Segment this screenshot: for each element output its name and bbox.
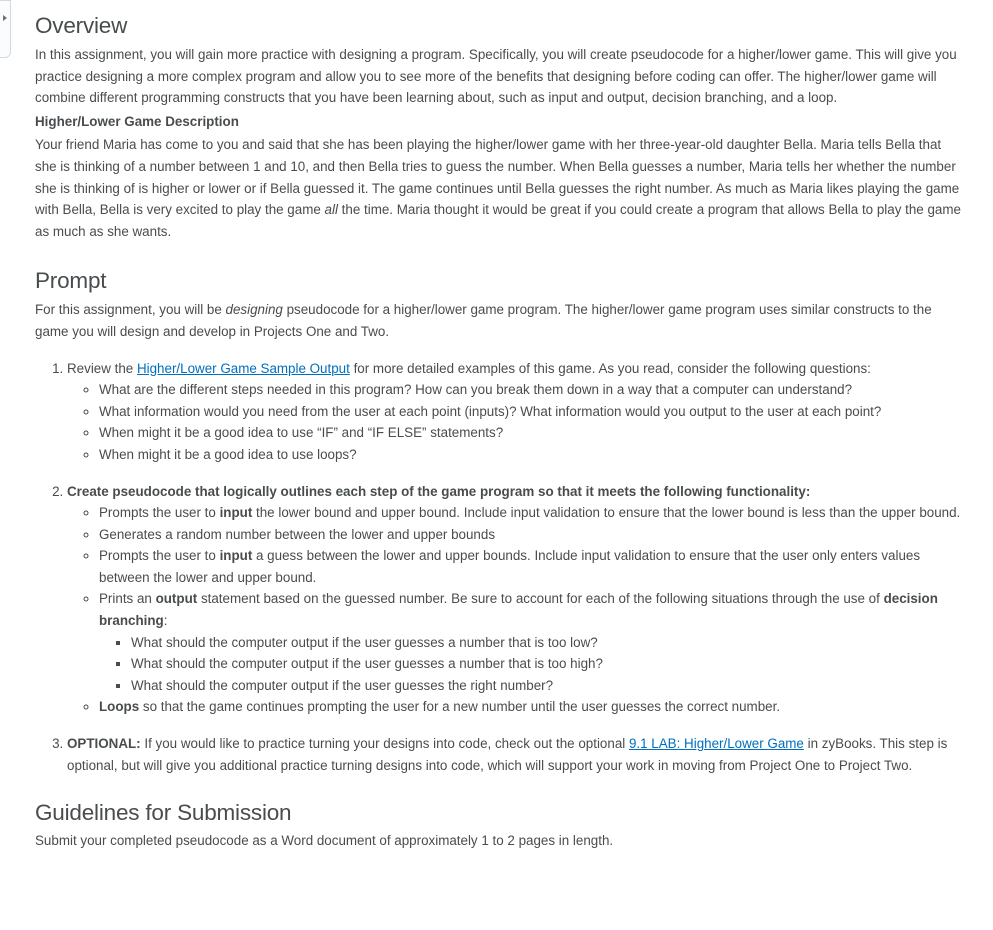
list-item: ▪ What should the computer output if the user guesses the right number? bbox=[131, 675, 965, 697]
questions-list bbox=[67, 379, 965, 465]
step-3: 3. OPTIONAL: If you would like to practice turning your designs into code, check out the optional 9.1 LAB: Higher/Lower Game in zyBooks. This step is optional, but will give you additional practice turning designs into code, which will support your work in moving from Project One to Project Two. bbox=[67, 733, 965, 776]
game-description-heading: Higher/Lower Game Description bbox=[35, 113, 239, 129]
list-item: ▪ What should the computer output if the user guesses a number that is too high? bbox=[131, 653, 965, 675]
list-item: ◦ What information would you need from the user at each point (inputs)? What information would you output to the user at each point? bbox=[99, 401, 965, 423]
list-item: ◦ When might it be a good idea to use loops? bbox=[99, 444, 965, 466]
list-item: ◦ Generates a random number between the lower and upper bounds bbox=[99, 524, 965, 546]
prompt-intro: For this assignment, you will be designing pseudocode for a higher/lower game program. The higher/lower game program uses similar constructs to the game you will design and develop in Projects One and Two. bbox=[35, 302, 932, 339]
list-item: ◦ What are the different steps needed in this program? How can you break them down in a way that a computer can understand? bbox=[99, 379, 965, 401]
list-item: ◦ Prompts the user to input a guess between the lower and upper bounds. Include input validation to ensure that the user only enters values between the lower and upper bound. bbox=[99, 545, 965, 588]
step-2-lead: Create pseudocode that logically outlines each step of the game program so that it meets the following functionality: bbox=[67, 483, 811, 499]
list-item: ◦ When might it be a good idea to use “IF” and “IF ELSE” statements? bbox=[99, 422, 965, 444]
sample-output-link[interactable]: Higher/Lower Game Sample Output bbox=[136, 360, 350, 376]
steps-list bbox=[35, 358, 965, 777]
expand-arrow-icon bbox=[3, 15, 7, 21]
step-2 bbox=[67, 481, 965, 719]
guidelines-section bbox=[35, 797, 965, 852]
overview-paragraph: In this assignment, you will gain more practice with designing a program. Specifically, you will create pseudocode for a higher/lower game. This will give you practice designing a more complex program and allow you to see more of the benefits that designing before coding can offer. The higher/lower game will combine different programming constructs that you have been learning about, such as input and output, decision branching, and a loop. bbox=[35, 47, 957, 106]
guidelines-heading: Guidelines for Submission bbox=[35, 800, 292, 826]
prompt-section bbox=[35, 265, 965, 776]
emphasis-designing: designing bbox=[225, 302, 283, 318]
situations-list bbox=[99, 632, 965, 697]
optional-label: OPTIONAL: bbox=[67, 736, 141, 752]
list-item: ◦ Prompts the user to input the lower bound and upper bound. Include input validation to ensure that the lower bound is less than the upper bound. bbox=[99, 502, 965, 524]
step-1: 1. Review the Higher/Lower Game Sample Output for more detailed examples of this game. As you read, consider the following questions: ◦ What are the different steps needed in this program? How can you break them down in a way that a computer can understand? ◦ What information would you need from the user at each point (inputs)? What information would you output to the user at each point? ◦ When might it be a good idea to use “IF” and “IF ELSE” statements? ◦ When might it be a good idea to use loops? bbox=[67, 358, 965, 466]
zybooks-lab-link[interactable]: 9.1 LAB: Higher/Lower Game bbox=[628, 736, 804, 752]
overview-section bbox=[35, 10, 965, 242]
overview-heading: Overview bbox=[35, 13, 128, 38]
game-description-paragraph: Your friend Maria has come to you and said that she has been playing the higher/lower game with her three-year-old daughter Bella. Maria tells Bella that she is thinking of a number between 1 and 10, and then Bella tries to guess the number. When Bella guesses a number, Maria tells her whether the number she is thinking of is higher or lower or if Bella guessed it. The game continues until Bella guesses the right number. As much as Maria likes playing the game with Bella, Bella is very excited to play the game all the time. Maria thought it would be great if you could create a program that allows Bella to play the game as much as she wants. bbox=[35, 137, 961, 239]
prompt-heading: Prompt bbox=[35, 268, 107, 294]
list-item: ▪ What should the computer output if the user guesses a number that is too low? bbox=[131, 632, 965, 654]
guidelines-text: Submit your completed pseudocode as a Word document of approximately 1 to 2 pages in length. bbox=[35, 833, 614, 849]
list-item: ◦ Loops so that the game continues prompting the user for a new number until the user guesses the correct number. bbox=[99, 696, 965, 718]
side-panel-toggle[interactable] bbox=[0, 0, 11, 58]
functionality-list bbox=[67, 502, 965, 718]
list-item: ◦ Prints an output statement based on the guessed number. Be sure to account for each of the following situations through the use of decision branching: ▪ What should the computer output if the user guesses a number that is too low? ▪ What should the computer output if the user guesses a number that is too high? ▪ What should the computer output if the user guesses the right number? bbox=[99, 588, 965, 696]
emphasis-all: all bbox=[324, 202, 338, 218]
assignment-content bbox=[35, 10, 965, 852]
